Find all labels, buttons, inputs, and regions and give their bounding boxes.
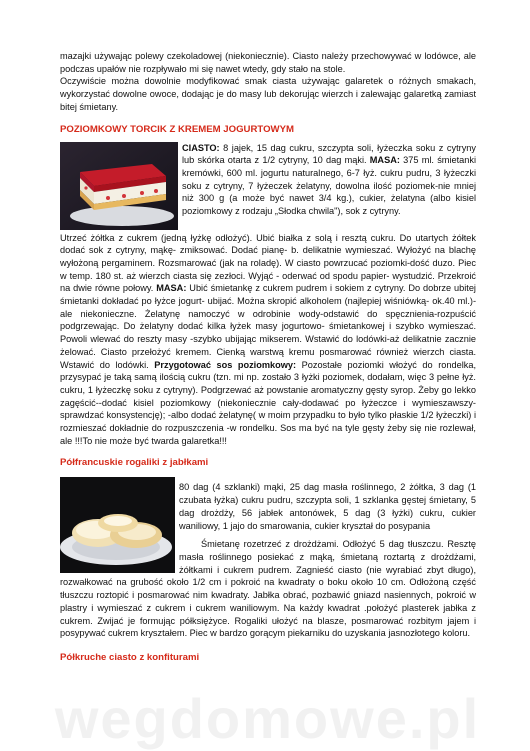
method-part-b: Ubić śmietankę z cukrem pudrem i sokiem z cytryny. Do dobrze ubitej śmietanki dokładać po łyżce jogurt- ubijać. Można skropić alkoholem (najlepiej wiśniówką- ok.40 ml.)- ale niekonieczne. Żelatynę namoczyć w odrobinie wody-odstawić do spęcznienia-rozpuścić podgrzewając. Do żelatyny dodać kilka łyżek masy jogurtowo- śmietankowej i szybko wymieszać. Powoli wlewać do reszty masy -szybko ubijając mikserem. Wstawić do lodówki-aż delikatnie zacznie żelować. Ciasto przełożyć kremem. Cienką warstwą kremu posmarować również wierzch ciasta. Wstawić do lodówki. [60, 283, 476, 370]
document-page [60, 50, 476, 664]
recipe-1-title: POZIOMKOWY TORCIK Z KREMEM JOGURTOWYM [60, 123, 294, 135]
recipe-1-method [60, 232, 476, 448]
recipe-2-method: Śmietanę rozetrzeć z drożdżami. Odłożyć 5 dag tłuszczu. Resztę masła roślinnego posiekać z mąką, śmietaną roztartą z drożdżami, żółtkami i cukrem pudrem. Zagnieść ciasto (nie wyrabiać zbyt długo), rozwałkować na grubość około 1/2 cm i pokroić na kwadraty o boku około 10 cm. Odłożoną część tłuszczu roztopić i posmarować nim kwadraty. Jabłka obrać, pozbawić gniazd nasiennych, pokroić w plastry i wymieszać z cukrem i cukrem waniliowym. Na każdy kwadrat .położyć plasterek jabłka z cukrem. Zwijać je formując półksiężyce. Rogaliki ułożyć na blasze, posmarować rozbitym jajem i posypywać cukrem kryształem. Piec w bardzo gorącym piekarniku do uzyskania jasnozłotego koloru. [60, 539, 476, 639]
watermark: wegdomowe.pl [54, 687, 481, 750]
method-part-c: Pozostałe poziomki włożyć do rondelka, przysypać je taką samą ilością cukru (tzn. mi np. zostało 3 łyżki poziomek, dodałam, więc 3 pełne łyż. cukru, 1 łyżeczkę soku z cytryny). Podgrzewać aż powstanie aromatyczny gęsty syrop. Żeby go lekko zagęścić--dodać kisiel poziomkowy (niekoniecznie cały-dodawać po łyżeczce i wymieszawszy-sprawdzać konsystencję); -albo dodać żelatynę( w moim przypadku to było tylko płaskie 1/2 łyżeczki) i rozmieszać dokładnie do rozpuszczenia -w rondelku. Sos ma być na tyle gęsty żeby się nie rozlewał, ale !!!To nie może być twarda galaretka!!! [60, 359, 476, 446]
recipe-2-title: Półfrancuskie rogaliki z jabłkami [60, 457, 209, 469]
recipe-1-body [60, 142, 476, 448]
method-masa-label: MASA: [156, 283, 187, 294]
intro-paragraph-2: Oczywiście można dowolnie modyfikować smak ciasta używając galaretek o różnych smakach, wykorzystać dowolne owoce, dodając je do masy lub dekorując wierzch i zalewając galaretką zamiast bitej śmietany. [60, 76, 476, 112]
intro-paragraph-1: mazajki używając polewy czekoladowej (niekoniecznie). Ciasto należy przechowywać w lodówce, ale podczas upałów nie rozpływało mi się nawet wtedy, gdy stało na stole. [60, 51, 476, 74]
rolls-photo-image [60, 477, 175, 573]
sauce-label: Przygotować sos poziomkowy: [154, 359, 297, 370]
recipe-3-title: Półkruche ciasto z konfiturami [60, 651, 200, 663]
masa-text: 375 ml. śmietanki kremówki, 600 ml. jogurtu naturalnego, 6-7 łyż. cukru pudru, 3 łyżeczki soku z cytryny, 7 łyżeczek żelatyny, dowolna ilość poziomek-nie mniej niż 300 g (a może być nawet 3/4 kg.), cukier, żelatyna (albo kisiel poziomkowy z rodzaju „Słodka chwila"), sok z cytryny. [182, 155, 476, 217]
masa-label: MASA: [369, 155, 400, 166]
cake-photo [60, 142, 178, 230]
method-part-a: Utrzeć żółtka z cukrem (jedną łyżkę odłożyć). Ubić białka z solą i resztą cukru. Do utartych żółtek dodać sok z cytryny, mąkę- zmiksować. Dodać pianę- b. delikatnie wymieszać. Wyłożyć na blachę wyłożoną pergaminem. Rozsmarować (jak na roladę). W ciasto powrzucać poziomki-dość duzo. Piec w temp. 180 st. aż wierzch ciasta się zezłoci. Wyjąć - oderwać od spodu papier- wystudzić. Przekroić na dwie równe połowy. [60, 232, 476, 294]
rolls-photo [60, 477, 175, 573]
recipe-2-ingredients: 80 dag (4 szklanki) mąki, 25 dag masła roślinnego, 2 żółtka, 3 dag (1 czubata łyżka) cukru pudru, szczypta soli, 1 szklanka gęstej śmietany, 5 dag drożdży, 56 jabłek antonówek, 5 dag (3 łyżki) cukru, cukier waniliowy, 1 jajo do smarowania, cukier kryształ do posypania [179, 482, 476, 531]
ciasto-label: CIASTO: [182, 142, 220, 153]
recipe-2-body [60, 481, 476, 639]
cake-photo-image [60, 142, 178, 230]
ciasto-text: 8 jajek, 15 dag cukru, szczypta soli, łyżeczka soku z cytryny lub skórka otarta z 1/2 cytryny, 10 dag mąki. [182, 142, 476, 166]
